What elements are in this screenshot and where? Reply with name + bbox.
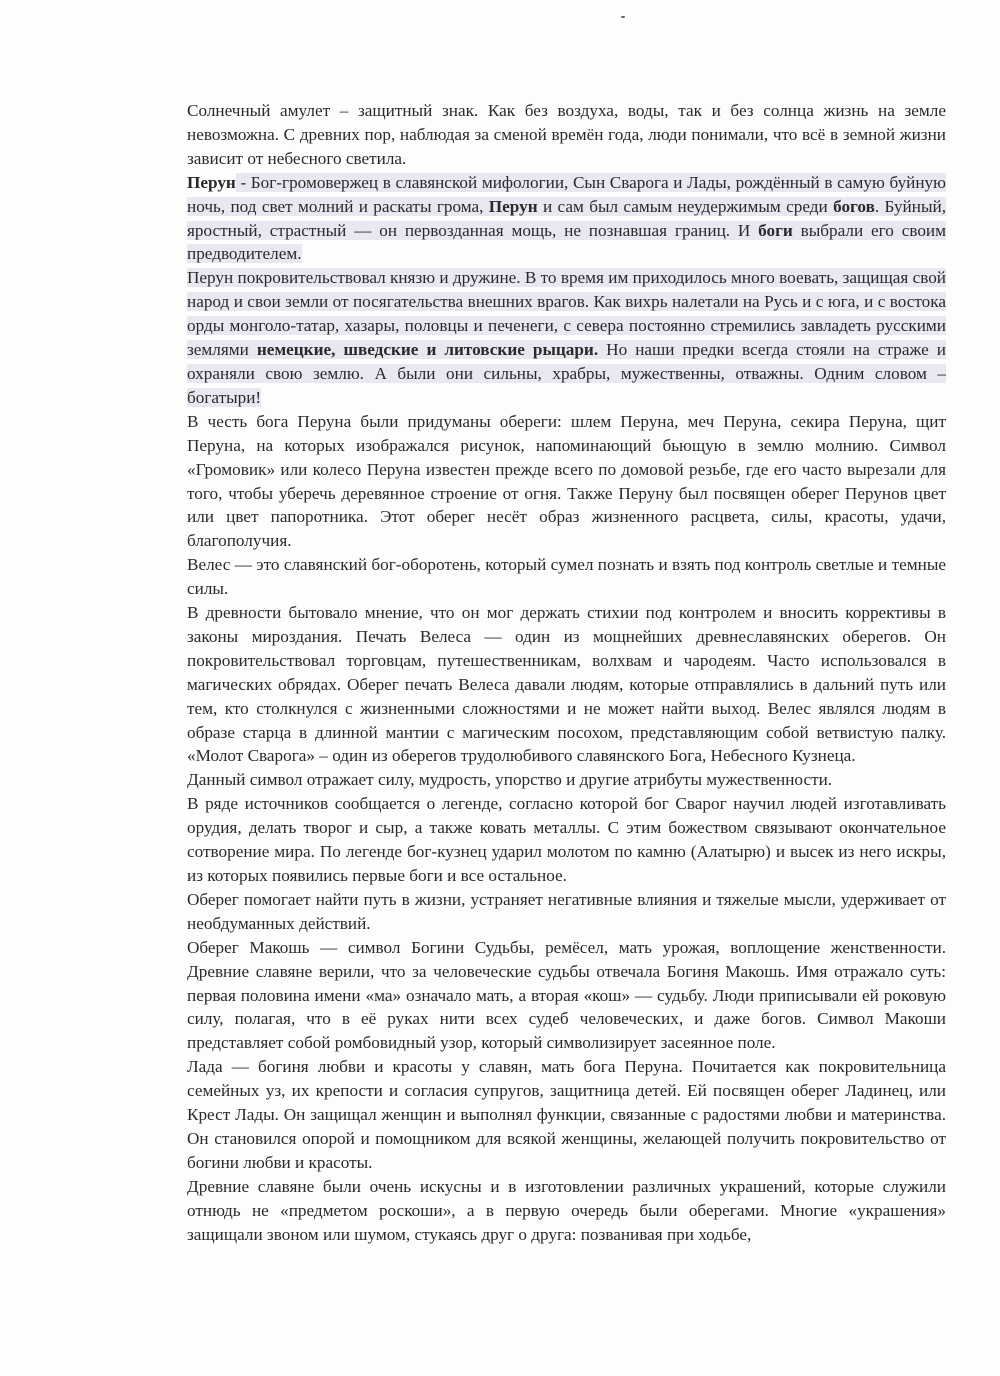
text-span: . Буйный, яростный, страстный — он первозданная мощь, не познавшая границ. И — [187, 196, 946, 240]
paragraph — [187, 99, 946, 171]
text-span: Перун покровительствовал князю и дружине. В то время им приходилось много воевать, защищая свой народ и свои земли от посягательства внешних врагов. Как вихрь налетали на Русь и с юга, и с востока орды монголо-татар, хазары, половцы и печенеги, с севера постоянно стремились завладеть русскими землями — [187, 268, 946, 360]
bold-text: боги — [758, 220, 793, 240]
text-span: В древности бытовало мнение, что он мог держать стихии под контролем и вносить коррективы в законы мироздания. Печать Велеса — один из мощнейших древнеславянских оберегов. Он покровительствовал торговцам, путешественникам, волхвам и чародеям. Часто использовался в магических обрядах. Оберег печать Велеса давали людям, которые отправлялись в дальний путь или тем, кто столкнулся с жизненными сложностями и не может найти выход. Велес являлся людям в образе старца в длинной мантии с магическим посохом, представляющим собой ветвистую палку. «Молот Сварога» – один из оберегов трудолюбивого славянского Бога, Небесного Кузнеца. — [187, 603, 946, 766]
text-span: - Бог-громовержец в славянской мифологии, Сын Сварога и Лады, рождённый в самую буйную ночь, под свет молний и раскаты грома, — [187, 172, 946, 216]
paragraph — [187, 410, 946, 553]
text-span: выбрали его своим предводителем. — [187, 220, 946, 264]
paragraph — [187, 171, 946, 267]
bold-text: Перун — [187, 172, 236, 192]
paragraph — [187, 936, 946, 1056]
bold-text: немецкие, шведские и литовские рыцари. — [256, 340, 599, 360]
paragraph — [187, 1055, 946, 1175]
document-body — [187, 99, 946, 1247]
text-span: Данный символ отражает силу, мудрость, упорство и другие атрибуты мужественности. — [187, 770, 833, 790]
scan-speck — [621, 16, 625, 18]
paragraph — [187, 768, 946, 792]
paragraph — [187, 601, 946, 768]
text-span: Солнечный амулет – защитный знак. Как без воздуха, воды, так и без солнца жизнь на земле невозможна. С древних пор, наблюдая за сменой времён года, люди понимали, что всё в земной жизни зависит от небесного светила. — [187, 101, 946, 168]
paragraph — [187, 266, 946, 409]
text-span: Лада — богиня любви и красоты у славян, мать бога Перуна. Почитается как покровительница семейных уз, их крепости и согласия супругов, защитница детей. Ей посвящен оберег Ладинец, или Крест Лады. Он защищал женщин и выполнял функции, связанные с радостями любви и материнства. Он становился опорой и помощником для всякой женщины, желающей получить покровительство от богини любви и красоты. — [187, 1057, 946, 1172]
text-span: В ряде источников сообщается о легенде, согласно которой бог Сварог научил людей изготавливать орудия, делать творог и сыр, а также ковать металлы. С этим божеством связывают окончательное сотворение мира. По легенде бог-кузнец ударил молотом по камню (Алатырю) и высек из него искры, из которых появились первые боги и все остальное. — [187, 794, 946, 885]
text-span: Велес — это славянский бог-оборотень, который сумел познать и взять под контроль светлые и темные силы. — [187, 555, 946, 599]
text-span: Оберег Макошь — символ Богини Судьбы, ремёсел, мать урожая, воплощение женственности. Древние славяне верили, что за человеческие судьбы отвечала Богиня Макошь. Имя отражало суть: первая половина имени «ма» означало мать, а вторая «кош» — судьбу. Люди приписывали ей роковую силу, полагая, что в её руках нити всех судеб человеческих, и даже богов. Символ Макоши представляет собой ромбовидный узор, который символизирует засеянное поле. — [187, 937, 946, 1053]
bold-text: богов — [833, 196, 875, 216]
paragraph — [187, 553, 946, 601]
text-span: Оберег помогает найти путь в жизни, устраняет негативные влияния и тяжелые мысли, удерживает от необдуманных действий. — [187, 889, 946, 933]
bold-text: Перун — [488, 196, 538, 216]
paragraph — [187, 888, 946, 936]
text-span: и сам был самым неудержимым среди — [537, 196, 834, 216]
paragraph — [187, 1175, 946, 1247]
text-span: В честь бога Перуна были придуманы обереги: шлем Перуна, меч Перуна, секира Перуна, щит Перуна, на которых изображался рисунок, напоминающий бьющую в землю молнию. Символ «Громовик» или колесо Перуна известен прежде всего по домовой резьбе, где его часто вырезали для того, чтобы уберечь деревянное строение от огня. Также Перуну был посвящен оберег Перунов цвет или цвет папоротника. Этот оберег несёт образ жизненного расцвета, силы, красоты, удачи, благополучия. — [187, 411, 946, 551]
text-span: Древние славяне были очень искусны и в изготовлении различных украшений, которые служили отнюдь не «предметом роскоши», а в первую очередь были оберегами. Многие «украшения» защищали звоном или шумом, стукаясь друг о друга: позванивая при ходьбе, — [187, 1176, 946, 1244]
paragraph — [187, 792, 946, 888]
text-span: Но наши предки всегда стояли на страже и охраняли свою землю. А были они сильны, храбры, мужественны, отважны. Одним словом – богатыри! — [187, 340, 946, 407]
